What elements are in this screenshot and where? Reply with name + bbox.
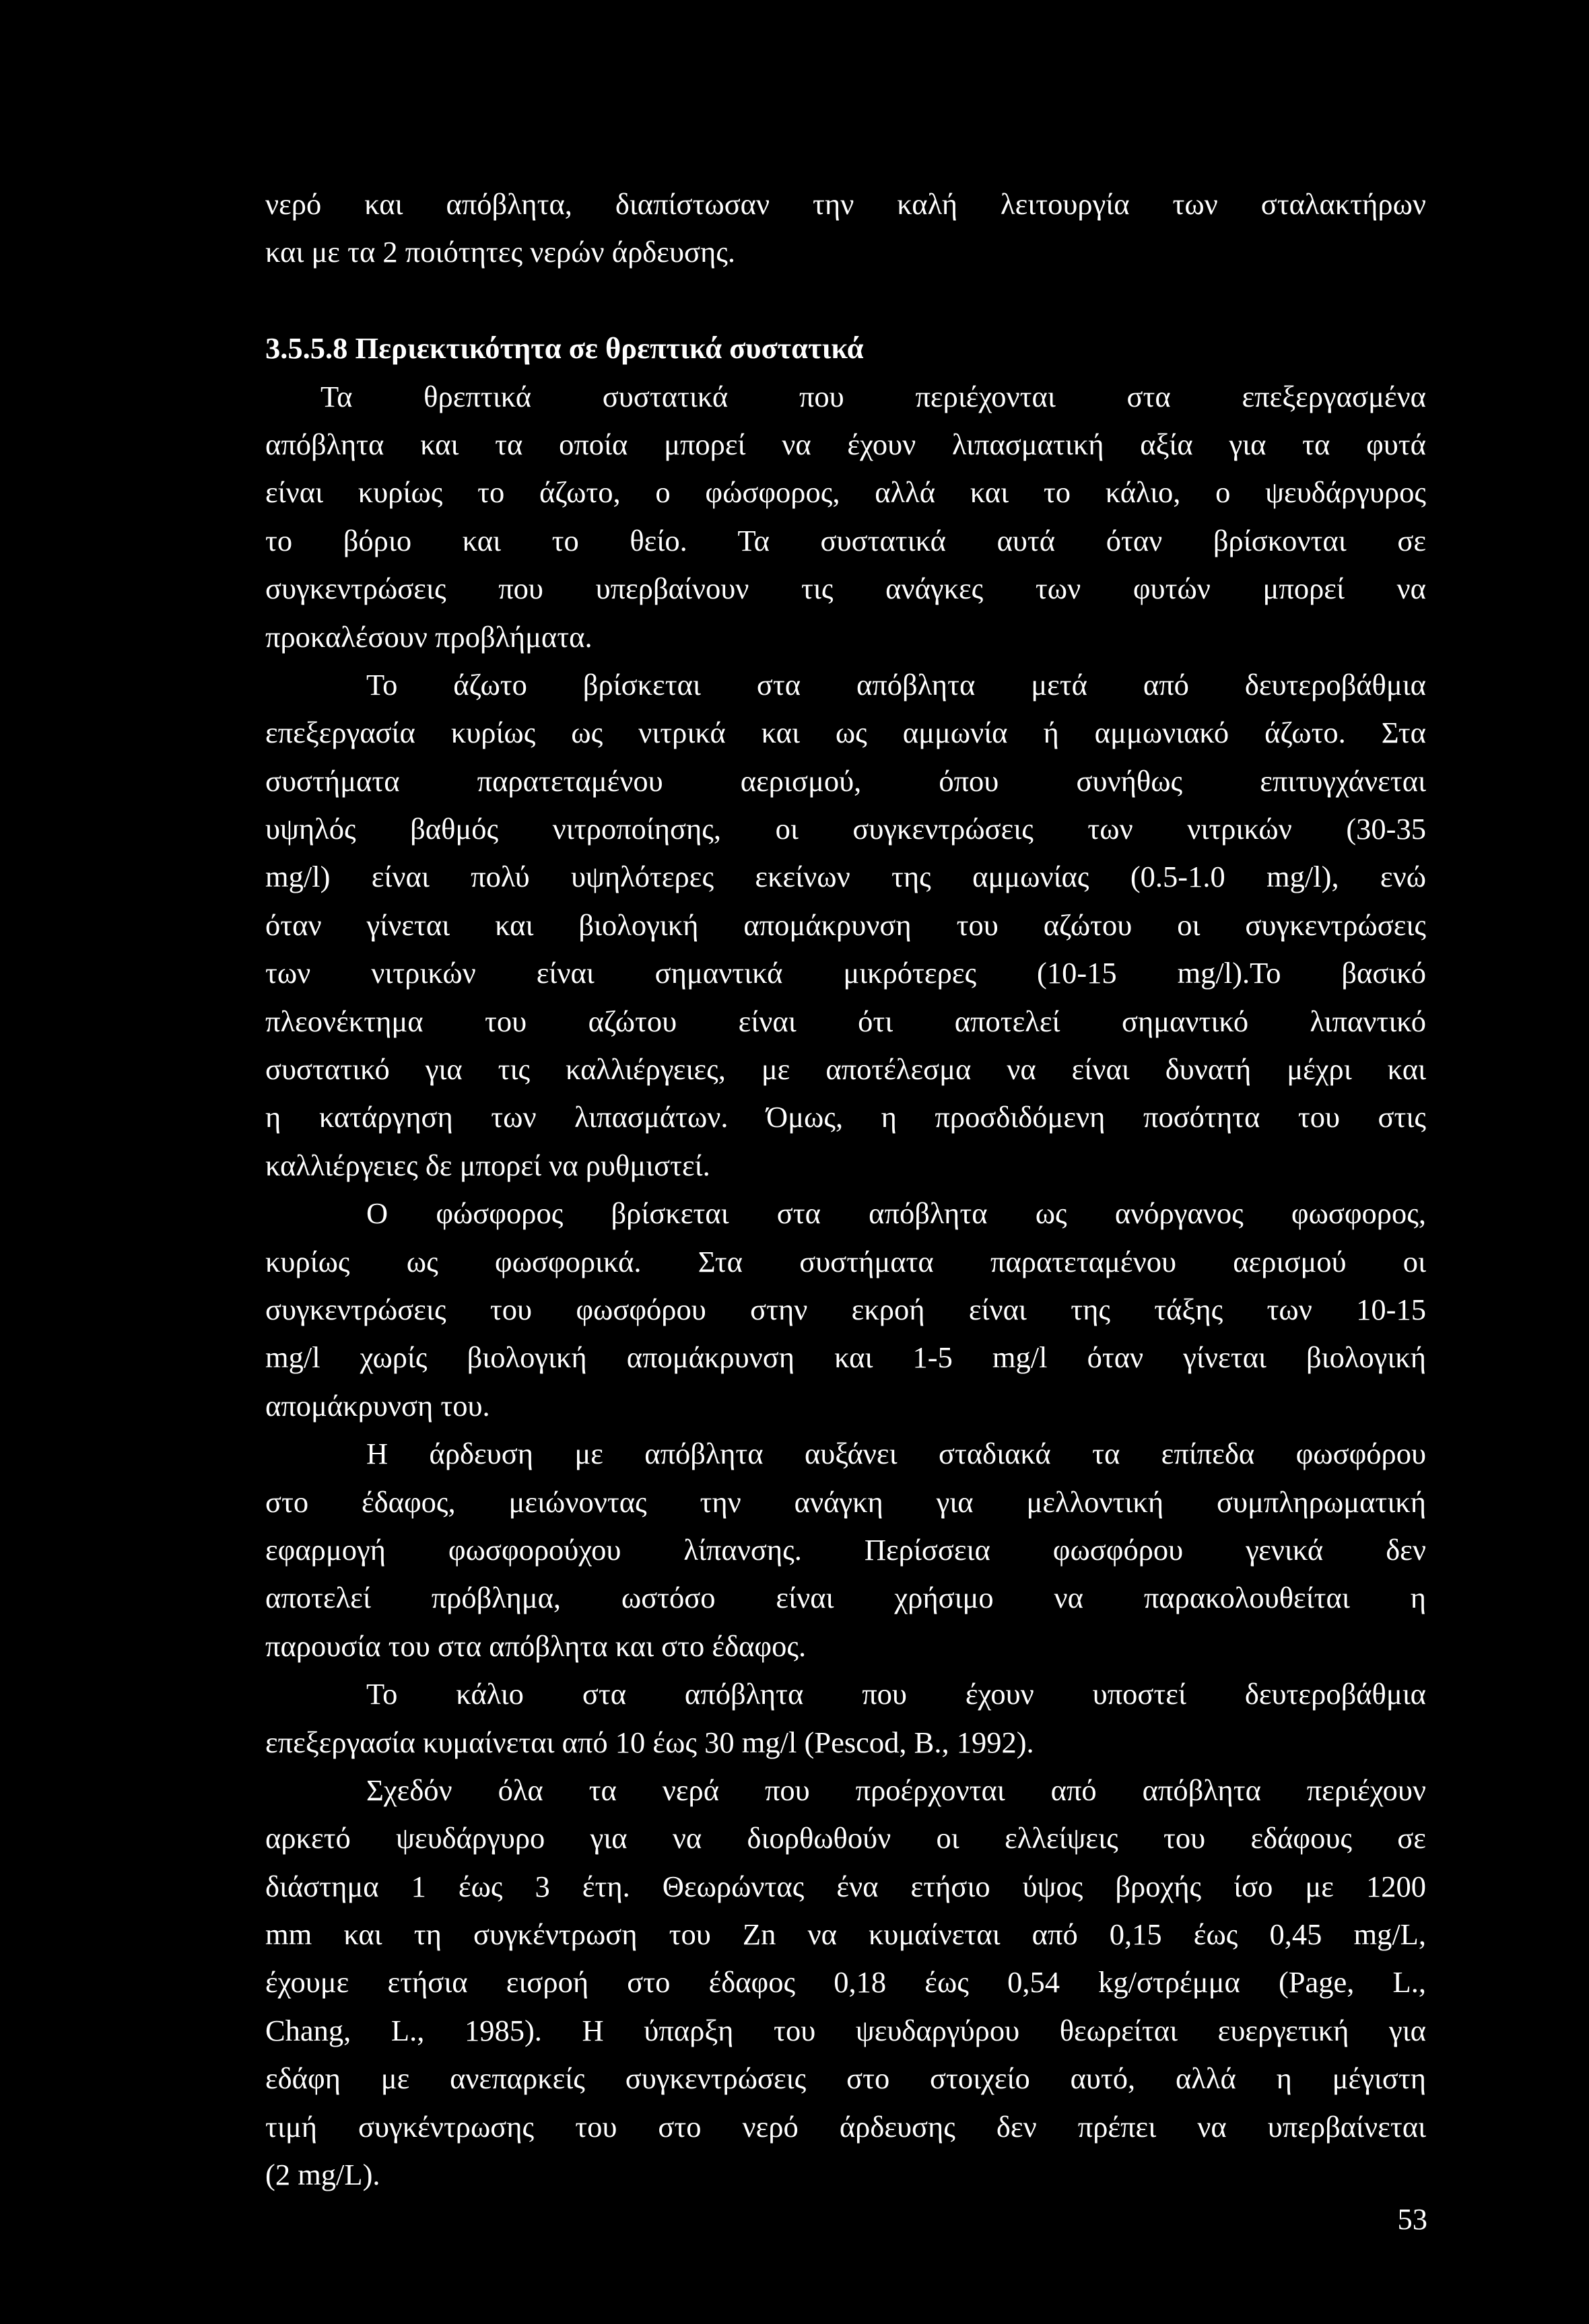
paragraph-first-line: Το άζωτο βρίσκεται στα απόβλητα μετά από δευτεροβάθμια (366, 667, 1426, 702)
text-line: διάστημα 1 έως 3 έτη. Θεωρώντας ένα ετήσιο ύψος βροχής ίσο με 1200 (265, 1869, 1426, 1903)
text-line: εδάφη με ανεπαρκείς συγκεντρώσεις στο στοιχείο αυτό, αλλά η μέγιστη (265, 2061, 1426, 2096)
text-line: συστατικό για τις καλλιέργειες, με αποτέλεσμα να είναι δυνατή μέχρι και (265, 1052, 1426, 1087)
paragraph-first-line: Τα θρεπτικά συστατικά που περιέχονται στα επεξεργασμένα (320, 379, 1426, 413)
text-line: συγκεντρώσεις που υπερβαίνουν τις ανάγκες των φυτών μπορεί να (265, 572, 1426, 606)
text-line: Chang, L., 1985). Η ύπαρξη του ψευδαργύρου θεωρείται ευεργετική για (265, 2013, 1426, 2047)
text-line: επεξεργασία κυμαίνεται από 10 έως 30 mg/l (Pescod, B., 1992). (265, 1725, 1034, 1759)
text-line: αποτελεί πρόβλημα, ωστόσο είναι χρήσιμο να παρακολουθείται η (265, 1581, 1426, 1615)
text-line: απόβλητα και τα οποία μπορεί να έχουν λιπασματική αξία για τα φυτά (265, 427, 1426, 461)
text-line: και με τα 2 ποιότητες νερών άρδευσης. (265, 235, 735, 269)
paragraph-first-line: Το κάλιο στα απόβλητα που έχουν υποστεί δευτεροβάθμια (366, 1677, 1426, 1711)
text-line: συστήματα παρατεταμένου αερισμού, όπου συνήθως επιτυγχάνεται (265, 763, 1426, 798)
text-line: mg/l χωρίς βιολογική απομάκρυνση και 1-5 mg/l όταν γίνεται βιολογική (265, 1340, 1426, 1375)
text-line: mm και τη συγκέντρωση του Zn να κυμαίνεται από 0,15 έως 0,45 mg/L, (265, 1917, 1426, 1952)
text-line: προκαλέσουν προβλήματα. (265, 619, 593, 654)
text-line: καλλιέργειες δε μπορεί να ρυθμιστεί. (265, 1148, 710, 1182)
text-line: συγκεντρώσεις του φωσφόρου στην εκροή είναι της τάξης των 10-15 (265, 1292, 1426, 1326)
text-line: mg/l) είναι πολύ υψηλότερες εκείνων της αμμωνίας (0.5-1.0 mg/l), ενώ (265, 860, 1426, 894)
text-line: επεξεργασία κυρίως ως νιτρικά και ως αμμωνία ή αμμωνιακό άζωτο. Στα (265, 716, 1426, 750)
page-number: 53 (1397, 2202, 1427, 2236)
text-line: έχουμε ετήσια εισροή στο έδαφος 0,18 έως 0,54 kg/στρέμμα (Page, L., (265, 1965, 1426, 2000)
document-body (265, 180, 1426, 2199)
text-line: νερό και απόβλητα, διαπίστωσαν την καλή λειτουργία των σταλακτήρων (265, 187, 1426, 221)
text-line: (2 mg/L). (265, 2158, 380, 2192)
section-heading: 3.5.5.8 Περιεκτικότητα σε θρεπτικά συστατικά (265, 331, 864, 366)
text-line: υψηλός βαθμός νιτροποίησης, οι συγκεντρώσεις των νιτρικών (30-35 (265, 812, 1426, 846)
paragraph-first-line: Ο φώσφορος βρίσκεται στα απόβλητα ως ανόργανος φωσφορος, (366, 1196, 1426, 1231)
text-line: είναι κυρίως το άζωτο, ο φώσφορος, αλλά και το κάλιο, ο ψευδάργυρος (265, 475, 1426, 510)
paragraph-first-line: Σχεδόν όλα τα νερά που προέρχονται από απόβλητα περιέχουν (366, 1773, 1426, 1807)
blank-line (265, 277, 1426, 324)
text-line: τιμή συγκέντρωσης του στο νερό άρδευσης δεν πρέπει να υπερβαίνεται (265, 2109, 1426, 2144)
text-line: η κατάργηση των λιπασμάτων. Όμως, η προσδιδόμενη ποσότητα του στις (265, 1100, 1426, 1134)
text-line: κυρίως ως φωσφορικά. Στα συστήματα παρατεταμένου αερισμού οι (265, 1244, 1426, 1278)
text-line: στο έδαφος, μειώνοντας την ανάγκη για μελλοντική συμπληρωματική (265, 1484, 1426, 1519)
text-line: απομάκρυνση του. (265, 1388, 490, 1423)
text-line: παρουσία του στα απόβλητα και στο έδαφος. (265, 1629, 807, 1663)
paragraph-first-line: Η άρδευση με απόβλητα αυξάνει σταδιακά τα επίπεδα φωσφόρου (366, 1437, 1426, 1471)
text-line: πλεονέκτημα του αζώτου είναι ότι αποτελεί σημαντικό λιπαντικό (265, 1004, 1426, 1038)
text-line: εφαρμογή φωσφορούχου λίπανσης. Περίσσεια φωσφόρου γενικά δεν (265, 1532, 1426, 1567)
text-line: των νιτρικών είναι σημαντικά μικρότερες (10-15 mg/l).Το βασικό (265, 956, 1426, 990)
text-line: το βόριο και το θείο. Τα συστατικά αυτά όταν βρίσκονται σε (265, 523, 1426, 557)
text-line: αρκετό ψευδάργυρο για να διορθωθούν οι ελλείψεις του εδάφους σε (265, 1821, 1426, 1855)
text-line: όταν γίνεται και βιολογική απομάκρυνση του αζώτου οι συγκεντρώσεις (265, 908, 1426, 942)
